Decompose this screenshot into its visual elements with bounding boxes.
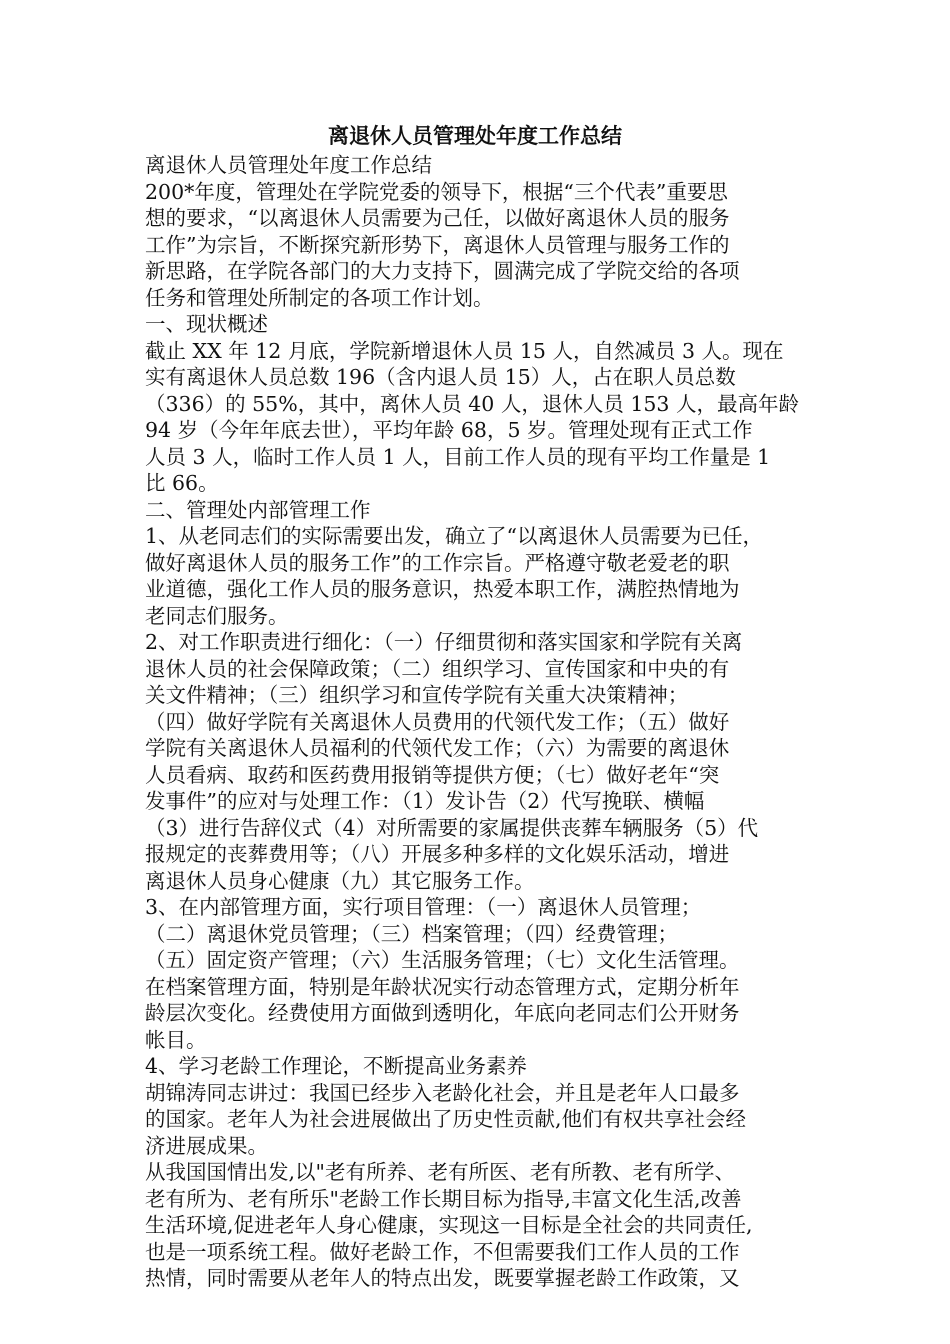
text-line: 想的要求，“以离退休人员需要为己任，以做好离退休人员的服务 — [145, 206, 730, 230]
text-line: （二）离退休党员管理；（三）档案管理；（四）经费管理； — [145, 921, 678, 946]
text-line: 3、在内部管理方面，实行项目管理：（一）离退休人员管理； — [145, 895, 702, 919]
text-line: 截止 XX 年 12 月底，学院新增退休人员 15 人，自然减员 3 人。现在 — [145, 338, 784, 363]
text-line: 比 66。 — [145, 471, 219, 495]
text-line: 老同志们服务。 — [145, 603, 289, 628]
text-line: 做好离退休人员的服务工作”的工作宗旨。严格遵守敬老爱老的职 — [145, 550, 730, 575]
text-line: 从我国国情出发,以"老有所养、老有所医、老有所教、老有所学、 — [145, 1160, 735, 1184]
text-line: （四）做好学院有关离退休人员费用的代领代发工作；（五）做好 — [145, 709, 730, 734]
text-line: （336）的 55%，其中，离休人员 40 人，退休人员 153 人，最高年龄 — [145, 391, 799, 416]
text-line: 一、现状概述 — [145, 312, 268, 336]
text-line: 二、管理处内部管理工作 — [145, 497, 371, 522]
text-line: （3）进行告辞仪式（4）对所需要的家属提供丧葬车辆服务（5）代 — [145, 815, 759, 840]
text-line: 的国家。老年人为社会进展做出了历史性贡献,他们有权共享社会经 — [145, 1107, 747, 1131]
text-line: 离退休人员身心健康（九）其它服务工作。 — [145, 868, 535, 893]
text-line: 新思路，在学院各部门的大力支持下，圆满完成了学院交给的各项 — [145, 259, 740, 283]
text-line: 4、学习老龄工作理论，不断提高业务素养 — [145, 1054, 528, 1078]
document-title: 离退休人员管理处年度工作总结 — [328, 124, 622, 148]
document-page — [145, 120, 805, 1292]
text-line: 关文件精神；（三）组织学习和宣传学院有关重大决策精神； — [145, 683, 689, 707]
text-line: 2、对工作职责进行细化：（一）仔细贯彻和落实国家和学院有关离 — [145, 630, 743, 654]
text-line: 学院有关离退休人员福利的代领代发工作；（六）为需要的离退休 — [145, 736, 730, 760]
text-line: 胡锦涛同志讲过：我国已经步入老龄化社会，并且是老年人口最多 — [145, 1080, 740, 1105]
text-line: 人员 3 人，临时工作人员 1 人，目前工作人员的现有平均工作量是 1 — [145, 444, 771, 469]
text-line: 200*年度，管理处在学院党委的领导下，根据“三个代表”重要思 — [145, 179, 728, 204]
text-line: 报规定的丧葬费用等；（八）开展多种多样的文化娱乐活动，增进 — [145, 842, 730, 866]
text-line: 热情，同时需要从老年人的特点出发，既要掌握老龄工作政策，又 — [145, 1266, 740, 1290]
text-line: 业道德，强化工作人员的服务意识，热爱本职工作，满腔热情地为 — [145, 577, 740, 601]
text-line: 济进展成果。 — [145, 1133, 268, 1158]
text-line: （五）固定资产管理；（六）生活服务管理；（七）文化生活管理。 — [145, 948, 740, 972]
text-line: 老有所为、老有所乐"老龄工作长期目标为指导,丰富文化生活,改善 — [145, 1186, 742, 1211]
text-line: 生活环境,促进老年人身心健康，实现这一目标是全社会的共同责任, — [145, 1213, 753, 1237]
text-line: 1、从老同志们的实际需要出发，确立了“以离退休人员需要为已任， — [145, 524, 764, 548]
text-line: 退休人员的社会保障政策；（二）组织学习、宣传国家和中央的有 — [145, 656, 730, 681]
text-line: 人员看病、取药和医药费用报销等提供方便；（七）做好老年“突 — [145, 762, 720, 787]
text-line: 离退休人员管理处年度工作总结 — [145, 153, 432, 177]
text-line: 任务和管理处所制定的各项工作计划。 — [145, 285, 494, 310]
text-line: 在档案管理方面，特别是年龄状况实行动态管理方式，定期分析年 — [145, 974, 740, 999]
text-line: 龄层次变化。经费使用方面做到透明化，年底向老同志们公开财务 — [145, 1001, 740, 1025]
text-line: 实有离退休人员总数 196（含内退人员 15）人，占在职人员总数 — [145, 365, 736, 389]
text-line: 发事件”的应对与处理工作：（1）发讣告（2）代写挽联、横幅 — [145, 789, 705, 813]
document-body — [145, 152, 805, 1292]
text-line: 94 岁（今年年底去世），平均年龄 68，5 岁。管理处现有正式工作 — [145, 418, 753, 442]
text-line: 工作”为宗旨，不断探究新形势下，离退休人员管理与服务工作的 — [145, 232, 730, 257]
text-line: 帐目。 — [145, 1027, 207, 1052]
text-line: 也是一项系统工程。做好老龄工作，不但需要我们工作人员的工作 — [145, 1239, 740, 1264]
